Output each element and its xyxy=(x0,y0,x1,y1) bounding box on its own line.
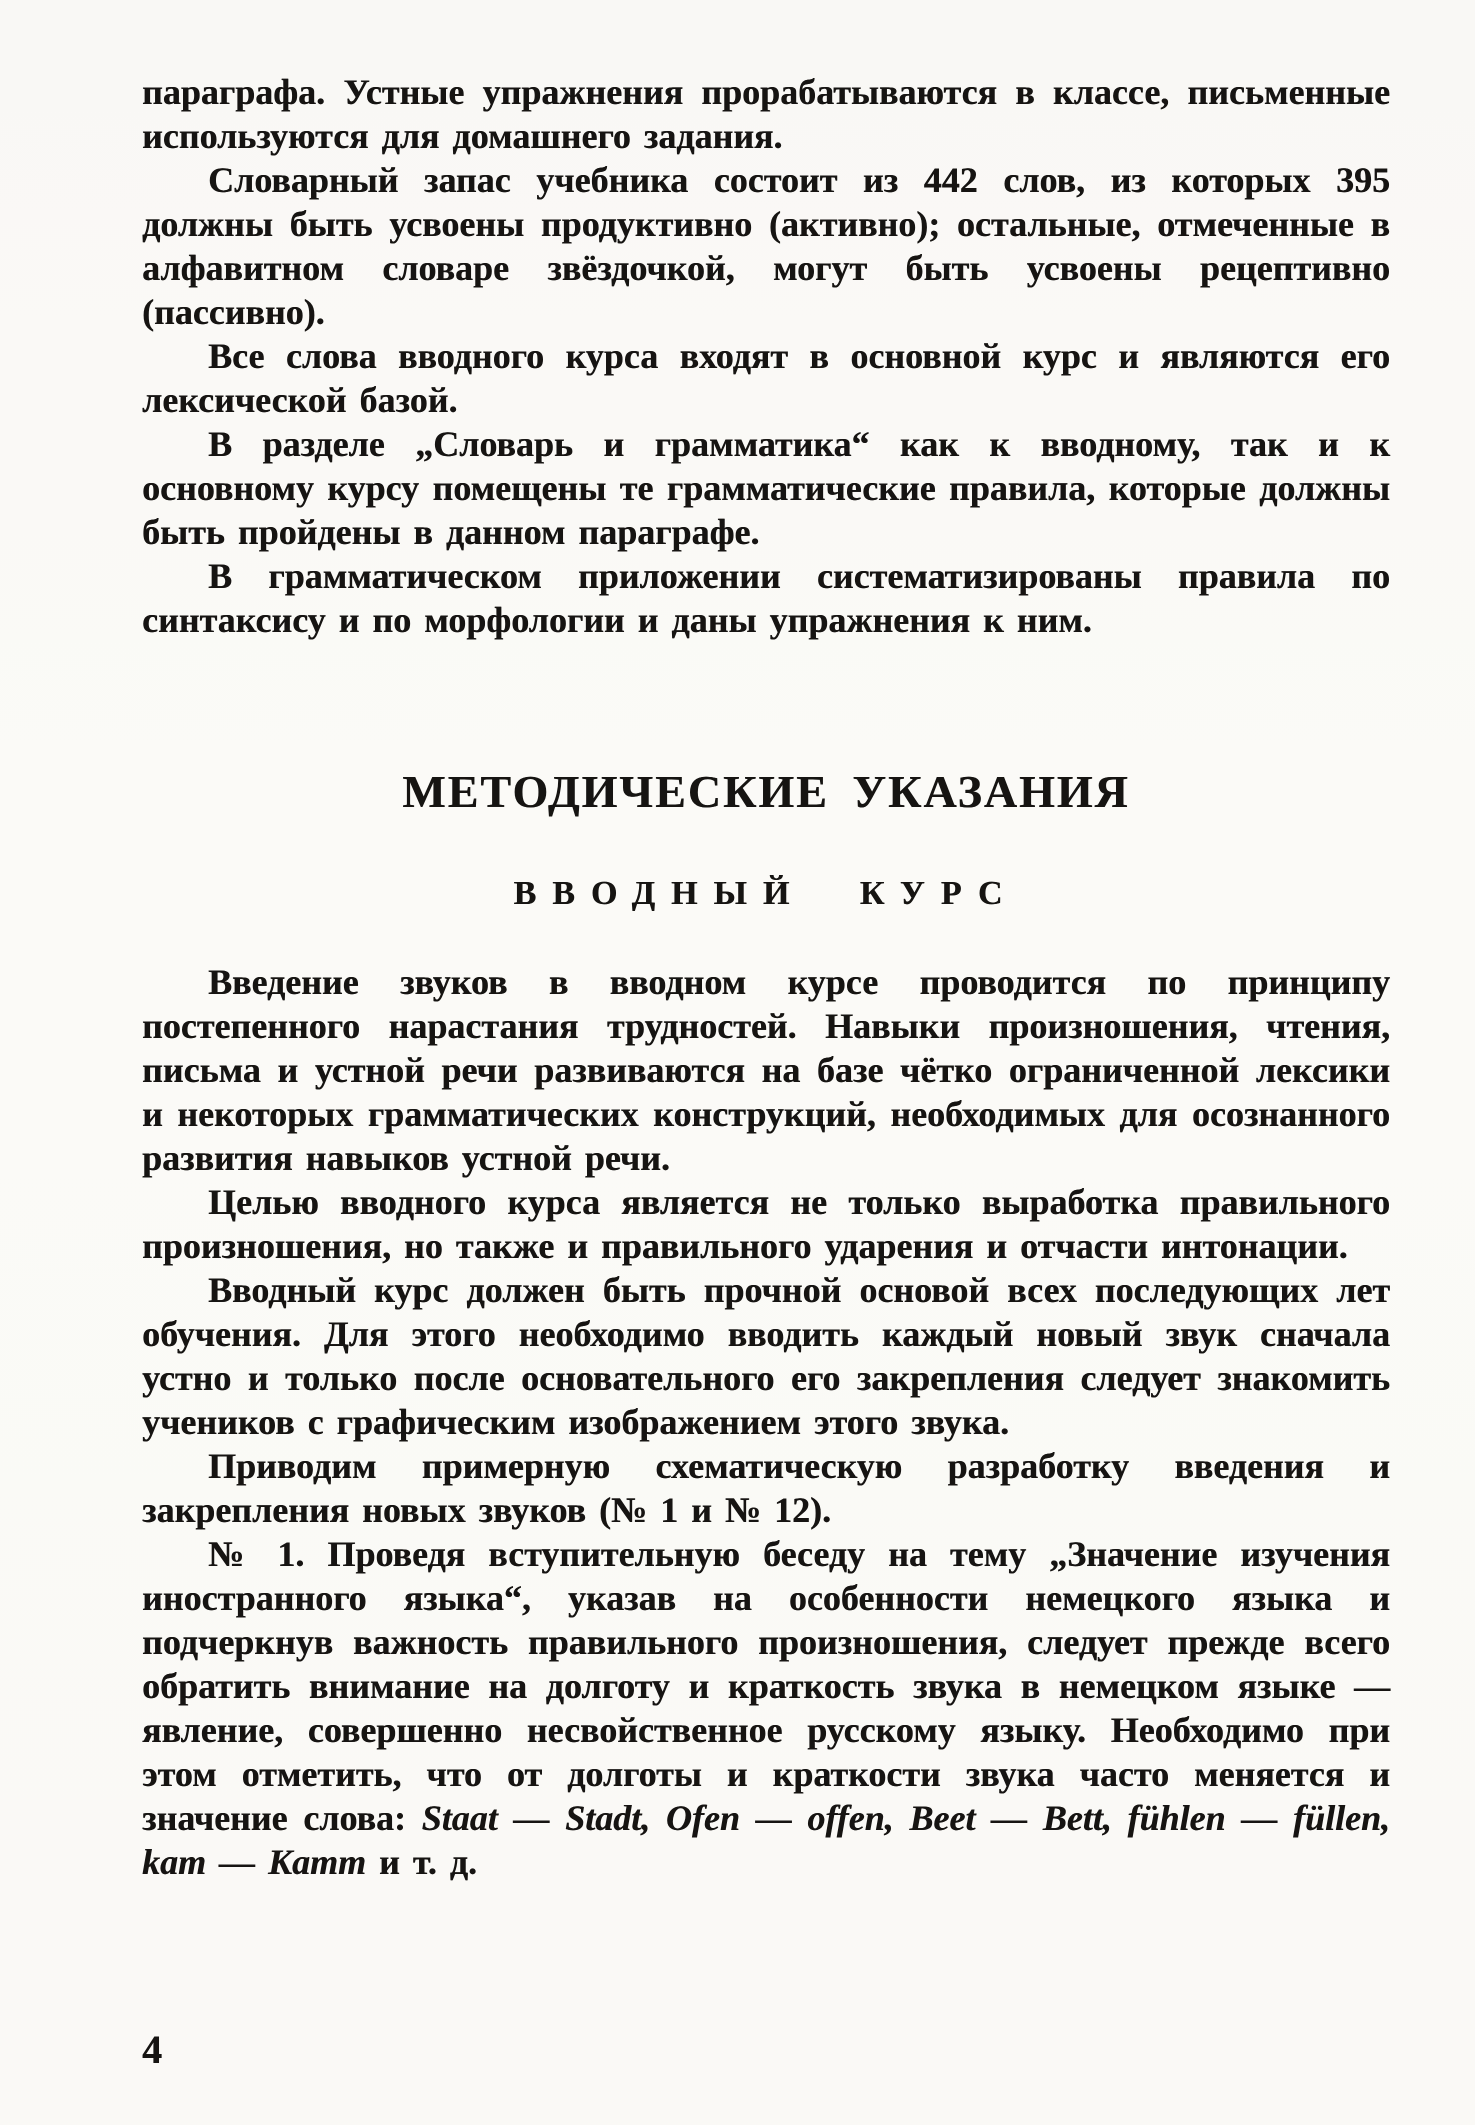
paragraph-schematic-development: Приводим примерную схематическую разработку введения и закрепления новых звуков (№ 1 и № 12). xyxy=(142,1446,1390,1530)
paragraph-sound-introduction: Введение звуков в вводном курсе проводится по принципу постепенного нарастания трудностей. Навыки произношения, чтения, письма и устной речи развиваются на базе чётко ограниченной лексики и некоторых грамматических конструкций, необходимых для осознанного развития навыков устной речи. xyxy=(142,962,1390,1178)
paragraph-lesson-1 xyxy=(142,1532,1390,1884)
paragraph-course-goal: Целью вводного курса является не только выработка правильного произношения, но также и правильного ударения и отчасти интонации. xyxy=(142,1182,1390,1266)
paragraph-vocabulary: Словарный запас учебника состоит из 442 слов, из которых 395 должны быть усвоены продуктивно (активно); остальные, отмеченные в алфавитном словаре звёздочкой, могут быть усвоены рецептивно (пассивно). xyxy=(142,160,1390,332)
german-word-pairs: Staat — Stadt, Ofen — offen, Beet — Bett, fühlen — füllen, kam — Kamm xyxy=(142,1798,1390,1882)
section-heading-methodical-guidelines: МЕТОДИЧЕСКИЕ УКАЗАНИЯ xyxy=(402,766,1130,817)
paragraph-course-foundation: Вводный курс должен быть прочной основой всех последующих лет обучения. Для этого необходимо вводить каждый новый звук сначала устно и только после основательного его закрепления следует знакомить учеников с графическим изображением этого звука. xyxy=(142,1270,1390,1442)
paragraph-grammar-appendix: В грамматическом приложении систематизированы правила по синтаксису и по морфологии и даны упражнения к ним. xyxy=(142,556,1390,640)
page-text-block xyxy=(142,70,1390,1884)
lesson-1-tail-text: и т. д. xyxy=(366,1842,477,1882)
lesson-1-body-text: Проведя вступительную беседу на тему „Значение изучения иностранного языка“, указав на особенности немецкого языка и подчеркнув важность правильного произношения, следует прежде всего обратить внимание на долготу и краткость звука в немецком языке — явление, совершенно несвойственное русскому языку. Необходимо при этом отметить, что от долготы и краткости звука часто меняется и значение слова: xyxy=(142,1534,1390,1838)
paragraph-intro-course-words: Все слова вводного курса входят в основной курс и являются его лексической базой. xyxy=(142,336,1390,420)
paragraph-dictionary-grammar: В разделе „Словарь и грамматика“ как к вводному, так и к основному курсу помещены те грамматические правила, которые должны быть пройдены в данном параграфе. xyxy=(142,424,1390,552)
subsection-heading-introductory-course: ВВОДНЫЙ КУРС xyxy=(513,875,1019,912)
paragraph-continuation: параграфа. Устные упражнения прорабатываются в классе, письменные используются для домашнего задания. xyxy=(142,72,1390,156)
lesson-number-label: № 1. xyxy=(208,1534,305,1574)
page-number: 4 xyxy=(142,2027,162,2072)
